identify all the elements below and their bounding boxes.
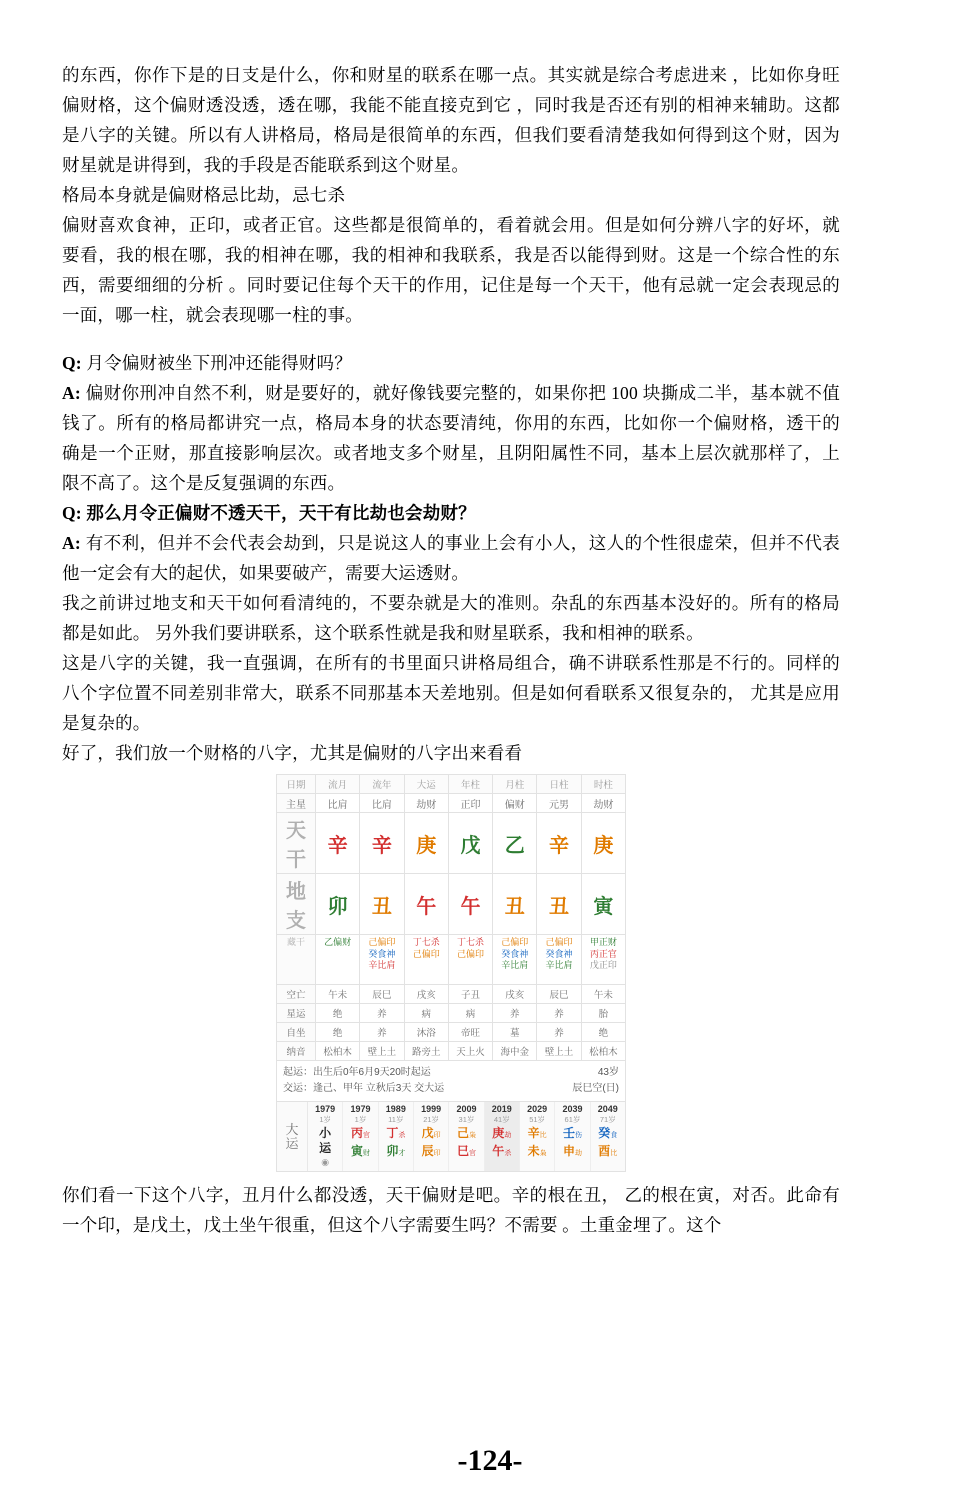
dayun-gan-0: 小 bbox=[319, 1126, 332, 1140]
qiyun-line-2 bbox=[283, 1081, 619, 1097]
dayun-age-7: 61岁 bbox=[564, 1115, 581, 1124]
bazi-header-6: 日柱 bbox=[537, 775, 581, 794]
dayun-year-1: 1979 bbox=[350, 1104, 371, 1114]
dizhi-4: 丑 bbox=[493, 874, 537, 935]
zizuo-2: 沐浴 bbox=[404, 1023, 448, 1042]
bazi-row-label-nayin: 纳音 bbox=[277, 1042, 316, 1061]
dayun-age-2: 11岁 bbox=[388, 1115, 404, 1124]
article-body-bottom bbox=[62, 1180, 840, 1240]
paragraph-3: 偏财喜欢食神，正印，或者正官。这些都是很简单的，看着就会用。但是如何分辨八字的好坏，就要看，我的根在哪，我的相神在哪，我的相神和我联系，我是否以能得到财。这是一个综合性的东西，需要细细的分析 。同时要记住每个天干的作用，记住是每一个天干，他有忌就一定会表现忌的一面，哪一柱，就会表现哪一柱的事。 bbox=[62, 215, 840, 325]
qa-answer-2-label: A: bbox=[62, 533, 81, 553]
dayun-zhi-8: 酉比 bbox=[598, 1144, 618, 1158]
tiangan-5: 辛 bbox=[537, 813, 581, 874]
dayun-gan-1: 丙官 bbox=[350, 1126, 370, 1140]
zizuo-6: 绝 bbox=[581, 1023, 625, 1042]
dayun-zhi-0: 运 bbox=[319, 1141, 332, 1155]
mainstar-3: 正印 bbox=[448, 794, 492, 813]
dayun-age-6: 51岁 bbox=[529, 1115, 546, 1124]
canggan-4: 己偏印 癸食神 辛比肩 bbox=[493, 935, 537, 985]
dayun-zhi-3: 辰印 bbox=[421, 1144, 441, 1158]
dayun-zhi-4: 巳官 bbox=[456, 1144, 476, 1158]
dayun-age-0: 1岁 bbox=[319, 1115, 331, 1124]
bazi-table bbox=[276, 774, 626, 1061]
canggan-5: 己偏印 癸食神 辛比肩 bbox=[537, 935, 581, 985]
paragraph-1: 的东西，你作下是的日支是什么，你和财星的联系在哪一点。其实就是综合考虑进来 ，比如你身旺偏财格，这个偏财透没透，透在哪，我能不能直接克到它 ，同时我是否还有别的相神来辅助。这都是八字的关键。所以有人讲格局，格局是很简单的东西，但我们要看清楚我如何得到这个财，因为财星就是讲得到，我的手段是否能联系到这个财星。 bbox=[62, 65, 840, 175]
zizuo-1: 养 bbox=[360, 1023, 404, 1042]
kongwang-5: 辰巳 bbox=[537, 985, 581, 1004]
dayun-zhi-1: 寅财 bbox=[350, 1144, 370, 1158]
kongwang-6: 午未 bbox=[581, 985, 625, 1004]
paragraph-spacer bbox=[62, 330, 840, 348]
dayun-col-0[interactable] bbox=[308, 1102, 343, 1171]
page-number: -124- bbox=[457, 1444, 523, 1477]
dayun-col-3[interactable] bbox=[414, 1102, 449, 1171]
nayin-3: 天上火 bbox=[448, 1042, 492, 1061]
bazi-row-label-zizuo: 自坐 bbox=[277, 1023, 316, 1042]
bazi-header-2: 流年 bbox=[360, 775, 404, 794]
qa-question-2 bbox=[62, 498, 840, 528]
tiangan-4: 乙 bbox=[493, 813, 537, 874]
dayun-columns bbox=[308, 1102, 625, 1171]
tiangan-2: 庚 bbox=[404, 813, 448, 874]
canggan-0: 乙偏财 bbox=[316, 935, 360, 985]
dayun-gan-6: 辛比 bbox=[527, 1126, 547, 1140]
zizuo-3: 帝旺 bbox=[448, 1023, 492, 1042]
xingyun-2: 病 bbox=[404, 1004, 448, 1023]
qiyun-line-2-text: 交运：逢己、甲年 立秋后3天 交大运 bbox=[283, 1083, 445, 1094]
tiangan-0: 辛 bbox=[316, 813, 360, 874]
paragraph-4: 我之前讲过地支和天干如何看清纯的，不要杂就是大的准则。杂乱的东西基本没好的。所有的格局都是如此。 另外我们要讲联系，这个联系性就是我和财星联系，我和相神的联系。 bbox=[62, 593, 840, 643]
dayun-age-5: 41岁 bbox=[493, 1115, 510, 1124]
qiyun-line-1 bbox=[283, 1065, 619, 1081]
bazi-header-5: 月柱 bbox=[493, 775, 537, 794]
article-body bbox=[62, 60, 840, 768]
bazi-header-row bbox=[277, 775, 626, 794]
bazi-header-0: 日期 bbox=[277, 775, 316, 794]
kongwang-4: 戌亥 bbox=[493, 985, 537, 1004]
bazi-header-4: 年柱 bbox=[448, 775, 492, 794]
dayun-col-1[interactable] bbox=[343, 1102, 378, 1171]
xingyun-4: 养 bbox=[493, 1004, 537, 1023]
dayun-age-1: 1岁 bbox=[354, 1115, 367, 1124]
canggan-6: 甲正财 丙正官 戊正印 bbox=[581, 935, 625, 985]
nayin-1: 壁上土 bbox=[360, 1042, 404, 1061]
bazi-row-label-xingyun: 星运 bbox=[277, 1004, 316, 1023]
paragraph-5: 这是八字的关键，我一直强调，在所有的书里面只讲格局组合，确不讲联系性那是不行的。同样的八个字位置不同差别非常大，联系不同那基本天差地别。但是如何看联系又很复杂的， 尤其是应用是复杂的。 bbox=[62, 653, 840, 733]
xingyun-5: 养 bbox=[537, 1004, 581, 1023]
bazi-header-1: 流月 bbox=[316, 775, 360, 794]
qiyun-age: 43岁 bbox=[597, 1067, 619, 1078]
kongwang-1: 辰巳 bbox=[360, 985, 404, 1004]
bazi-chart bbox=[276, 774, 626, 1172]
dayun-col-6[interactable] bbox=[520, 1102, 555, 1171]
dayun-zhi-6: 未枭 bbox=[527, 1144, 547, 1158]
bazi-kongwang-row bbox=[277, 985, 626, 1004]
bazi-header-3: 大运 bbox=[404, 775, 448, 794]
dayun-zhi-7: 申劫 bbox=[562, 1144, 582, 1158]
kongwang-2: 戌亥 bbox=[404, 985, 448, 1004]
dayun-col-2[interactable] bbox=[379, 1102, 414, 1171]
qa-answer-1-text: 偏财你刑冲自然不利，财是要好的，就好像钱要完整的，如果你把 100 块撕成二半，基本就不值钱了。所有的格局都讲究一点，格局本身的状态要清纯，你用的东西，比如你一个偏财格，透干的确是一个正财，那直接影响层次。或者地支多个财星，且阴阳属性不同，基本上层次就那样了，上限不高了。这个是反复强调的东西。 bbox=[62, 383, 840, 493]
qiyun-line-1-text: 起运：出生后0年6月9天20时起运 bbox=[283, 1067, 431, 1078]
dayun-zhi-2: 卯才 bbox=[386, 1144, 406, 1158]
bazi-xingyun-row bbox=[277, 1004, 626, 1023]
nayin-4: 海中金 bbox=[493, 1042, 537, 1061]
mainstar-6: 劫财 bbox=[581, 794, 625, 813]
bazi-nayin-row bbox=[277, 1042, 626, 1061]
bazi-hidden-stems-row bbox=[277, 935, 626, 985]
tiangan-6: 庚 bbox=[581, 813, 625, 874]
dayun-year-3: 1999 bbox=[421, 1104, 442, 1114]
paragraph-2: 格局本身就是偏财格忌比劫，忌七杀 bbox=[62, 185, 346, 205]
nayin-5: 壁上土 bbox=[537, 1042, 581, 1061]
dizhi-2: 午 bbox=[404, 874, 448, 935]
qiyun-kongwang: 辰巳空(日) bbox=[572, 1083, 619, 1094]
nayin-6: 松柏木 bbox=[581, 1042, 625, 1061]
dayun-year-8: 2049 bbox=[597, 1104, 618, 1114]
dayun-year-5: 2019 bbox=[491, 1104, 512, 1114]
tiangan-1: 辛 bbox=[360, 813, 404, 874]
qa-answer-1-label: A: bbox=[62, 383, 81, 403]
nayin-0: 松柏木 bbox=[316, 1042, 360, 1061]
dayun-age-8: 71岁 bbox=[599, 1115, 616, 1124]
mainstar-4: 偏财 bbox=[493, 794, 537, 813]
qa-answer-2-text: 有不利，但并不会代表会劫到，只是说这人的事业上会有小人，这人的个性很虚荣，但并不代表他一定会有大的起伏，如果要破产，需要大运透财。 bbox=[62, 533, 840, 583]
qa-answer-2 bbox=[62, 528, 840, 588]
qa-question-2-label: Q: bbox=[62, 503, 82, 523]
bazi-zizuo-row bbox=[277, 1023, 626, 1042]
dayun-dot-icon-0: ◉ bbox=[321, 1157, 330, 1167]
bazi-header-7: 时柱 bbox=[581, 775, 625, 794]
dayun-label: 大 运 bbox=[277, 1102, 308, 1171]
dayun-gan-2: 丁杀 bbox=[386, 1126, 406, 1140]
xingyun-3: 病 bbox=[448, 1004, 492, 1023]
bazi-row-label-tiangan: 天干 bbox=[277, 813, 316, 874]
dizhi-6: 寅 bbox=[581, 874, 625, 935]
mainstar-2: 劫财 bbox=[404, 794, 448, 813]
bazi-heavenly-stem-row bbox=[277, 813, 626, 874]
paragraph-6: 好了，我们放一个财格的八字，尤其是偏财的八字出来看看 bbox=[62, 743, 523, 763]
dayun-col-7[interactable] bbox=[555, 1102, 590, 1171]
qa-answer-1 bbox=[62, 378, 840, 498]
mainstar-1: 比肩 bbox=[360, 794, 404, 813]
zizuo-0: 绝 bbox=[316, 1023, 360, 1042]
zizuo-4: 墓 bbox=[493, 1023, 537, 1042]
dayun-year-7: 2039 bbox=[562, 1104, 583, 1114]
bazi-row-label-canggan: 藏干 bbox=[277, 935, 316, 985]
bazi-earthly-branch-row bbox=[277, 874, 626, 935]
dayun-gan-5: 庚劫 bbox=[492, 1126, 512, 1140]
kongwang-3: 子丑 bbox=[448, 985, 492, 1004]
dayun-panel bbox=[276, 1102, 626, 1172]
dayun-gan-8: 癸食 bbox=[598, 1126, 618, 1140]
paragraph-7: 你们看一下这个八字，丑月什么都没透，天干偏财是吧。辛的根在丑， 乙的根在寅，对否。此命有一个印，是戊土，戊土坐午很重，但这个八字需要生吗？不需要 。土重金埋了。这个 bbox=[62, 1185, 840, 1235]
dayun-year-2: 1989 bbox=[385, 1104, 406, 1114]
dayun-year-6: 2029 bbox=[527, 1104, 548, 1114]
qa-question-1-text: 月令偏财被坐下刑冲还能得财吗？ bbox=[86, 353, 352, 373]
dizhi-3: 午 bbox=[448, 874, 492, 935]
nayin-2: 路旁土 bbox=[404, 1042, 448, 1061]
kongwang-0: 午未 bbox=[316, 985, 360, 1004]
dayun-gan-4: 己枭 bbox=[456, 1126, 476, 1140]
bazi-mainstar-row bbox=[277, 794, 626, 813]
canggan-3: 丁七杀 己偏印 bbox=[448, 935, 492, 985]
canggan-2: 丁七杀 己偏印 bbox=[404, 935, 448, 985]
dayun-year-4: 2009 bbox=[456, 1104, 477, 1114]
mainstar-5: 元男 bbox=[537, 794, 581, 813]
qa-question-2-text: 那么月令正偏财不透天干，天干有比劫也会劫财？ bbox=[86, 503, 476, 523]
qa-question-1-label: Q: bbox=[62, 353, 82, 373]
zizuo-5: 养 bbox=[537, 1023, 581, 1042]
bazi-row-label-dizhi: 地支 bbox=[277, 874, 316, 935]
qa-question-1 bbox=[62, 348, 840, 378]
xingyun-6: 胎 bbox=[581, 1004, 625, 1023]
dayun-col-4[interactable] bbox=[449, 1102, 484, 1171]
bazi-row-label-kongwang: 空亡 bbox=[277, 985, 316, 1004]
xingyun-0: 绝 bbox=[316, 1004, 360, 1023]
dayun-zhi-5: 午杀 bbox=[492, 1144, 512, 1158]
qiyun-panel bbox=[276, 1061, 626, 1102]
bazi-row-label-mainstar: 主星 bbox=[277, 794, 316, 813]
dayun-gan-7: 壬伤 bbox=[562, 1126, 582, 1140]
mainstar-0: 比肩 bbox=[316, 794, 360, 813]
dayun-gan-3: 戊印 bbox=[421, 1126, 441, 1140]
dayun-col-8[interactable] bbox=[591, 1102, 625, 1171]
xingyun-1: 养 bbox=[360, 1004, 404, 1023]
dayun-age-3: 21岁 bbox=[423, 1115, 440, 1124]
dayun-year-0: 1979 bbox=[315, 1104, 336, 1114]
dizhi-1: 丑 bbox=[360, 874, 404, 935]
dayun-age-4: 31岁 bbox=[458, 1115, 475, 1124]
dizhi-0: 卯 bbox=[316, 874, 360, 935]
tiangan-3: 戊 bbox=[448, 813, 492, 874]
canggan-1: 己偏印 癸食神 辛比肩 bbox=[360, 935, 404, 985]
dizhi-5: 丑 bbox=[537, 874, 581, 935]
dayun-col-5-selected[interactable] bbox=[485, 1102, 520, 1171]
